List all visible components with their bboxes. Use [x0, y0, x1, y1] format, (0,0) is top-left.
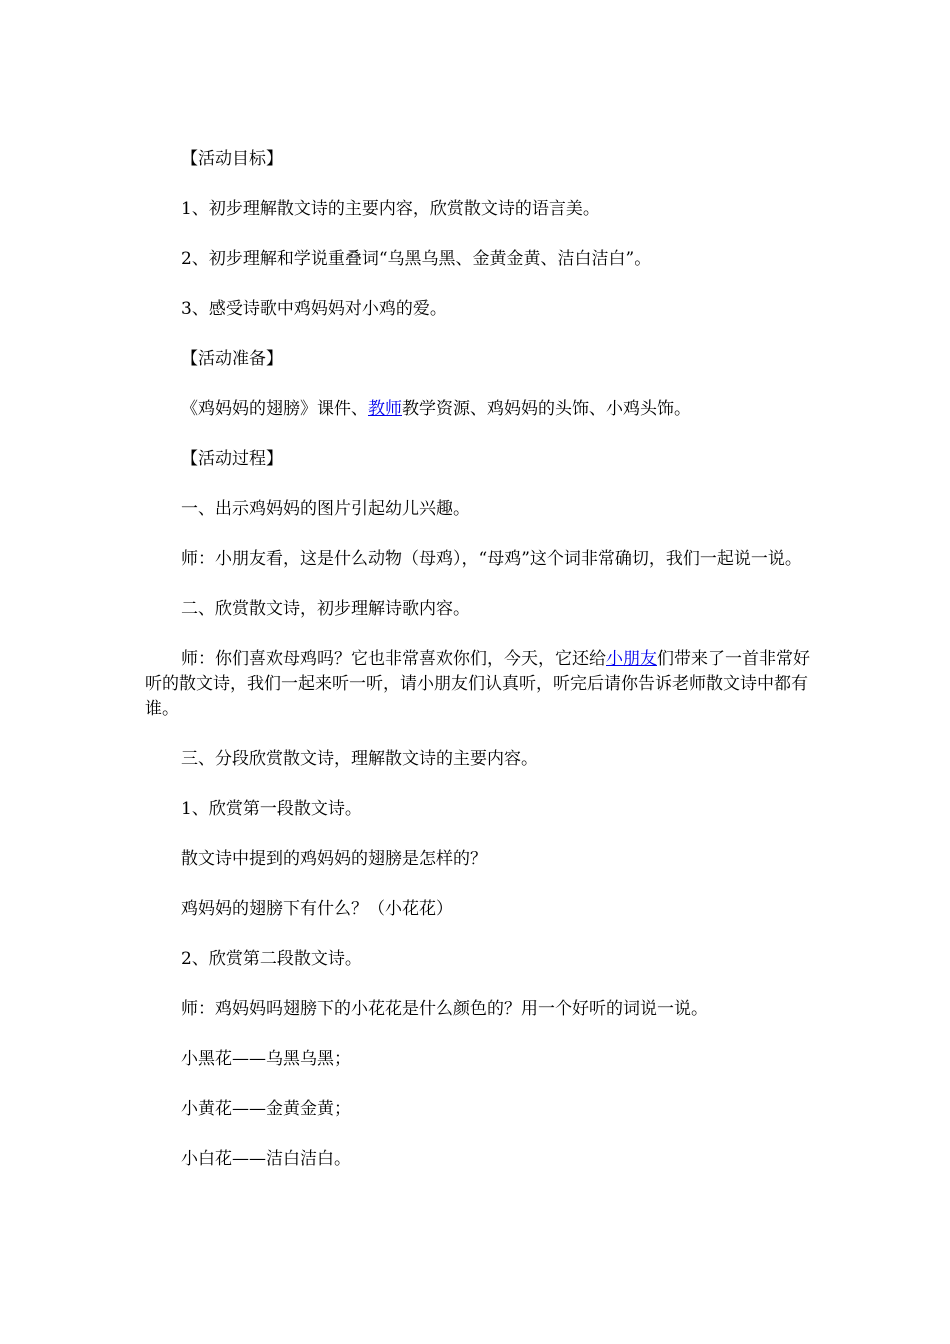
- section-heading-preparation: 【活动准备】: [181, 349, 283, 369]
- flower-black-line: 小黑花——乌黑乌黑；: [181, 1049, 351, 1069]
- step-2-heading: 二、欣赏散文诗，初步理解诗歌内容。: [181, 599, 470, 619]
- substep-1-question-2: 鸡妈妈的翅膀下有什么？（小花花）: [181, 899, 453, 919]
- substep-2-teacher-line: 师：鸡妈妈吗翅膀下的小花花是什么颜色的？用一个好听的词说一说。: [181, 999, 708, 1019]
- section-heading-goals: 【活动目标】: [181, 149, 283, 169]
- substep-2-heading: 2、欣赏第二段散文诗。: [181, 949, 362, 969]
- step-2-teacher-line: [145, 647, 811, 722]
- flower-yellow-line: 小黄花——金黄金黄；: [181, 1099, 351, 1119]
- goal-item-3: 3、感受诗歌中鸡妈妈对小鸡的爱。: [181, 299, 447, 319]
- substep-1-question-1: 散文诗中提到的鸡妈妈的翅膀是怎样的？: [181, 849, 487, 869]
- step-1-heading: 一、出示鸡妈妈的图片引起幼儿兴趣。: [181, 499, 470, 519]
- document-page: [145, 147, 811, 1172]
- preparation-text-after: 教学资源、鸡妈妈的头饰、小鸡头饰。: [402, 399, 691, 419]
- goal-item-2: 2、初步理解和学说重叠词“乌黑乌黑、金黄金黄、洁白洁白”。: [181, 249, 652, 269]
- preparation-text-before: 《鸡妈妈的翅膀》课件、: [181, 399, 368, 419]
- children-link[interactable]: 小朋友: [606, 649, 657, 669]
- teacher-link[interactable]: 教师: [368, 399, 402, 419]
- step-2-text-before: 师：你们喜欢母鸡吗？它也非常喜欢你们，今天，它还给: [181, 649, 606, 669]
- step-3-heading: 三、分段欣赏散文诗，理解散文诗的主要内容。: [181, 749, 538, 769]
- flower-white-line: 小白花——洁白洁白。: [181, 1149, 351, 1169]
- substep-1-heading: 1、欣赏第一段散文诗。: [181, 799, 362, 819]
- section-heading-process: 【活动过程】: [181, 449, 283, 469]
- goal-item-1: 1、初步理解散文诗的主要内容，欣赏散文诗的语言美。: [181, 199, 600, 219]
- preparation-paragraph: [145, 397, 811, 422]
- step-2-text-after: 们带来了一首非常好听的散文诗，我们一起来听一听，请小朋友们认真听，听完后请你告诉老师散文诗中都有谁。: [145, 649, 810, 719]
- step-1-teacher-line: 师：小朋友看，这是什么动物（母鸡），“母鸡”这个词非常确切，我们一起说一说。: [181, 549, 802, 569]
